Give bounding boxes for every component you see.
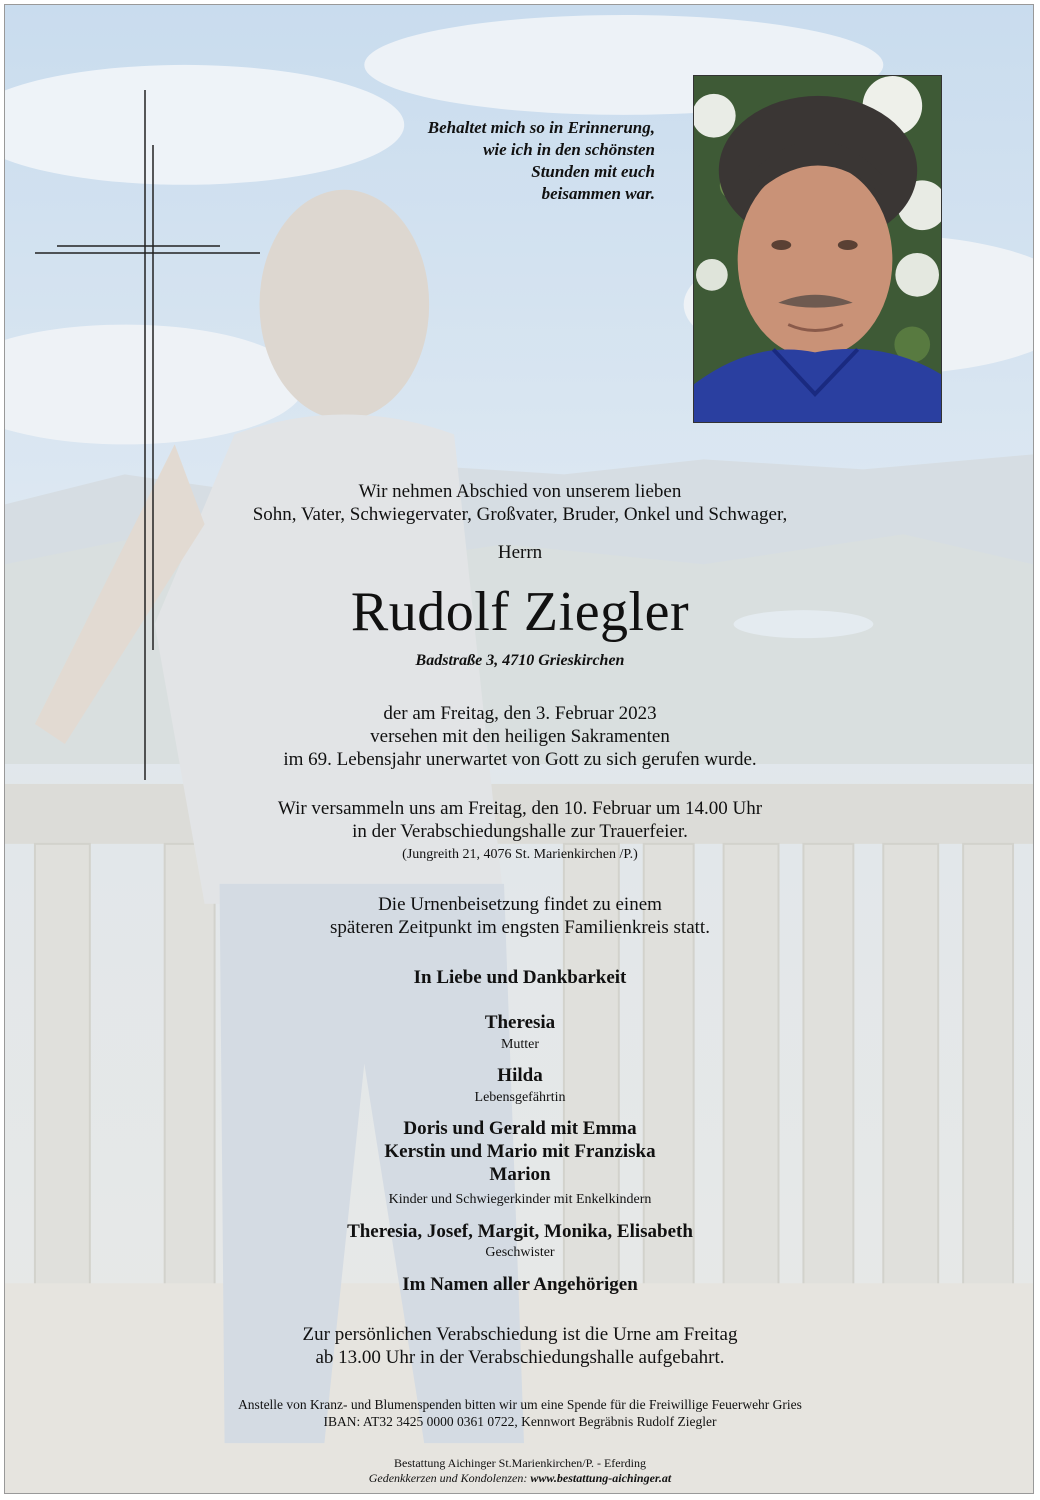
mourner-siblings-role: Geschwister (485, 1245, 555, 1260)
mourner-partner-name: Hilda (497, 1065, 543, 1086)
donation-notice (0, 1396, 1040, 1430)
quote-line: Behaltet mich so in Erinnerung, (427, 118, 655, 137)
mourner-siblings: Theresia, Josef, Margit, Monika, Elisabeth (347, 1221, 693, 1242)
mourner-all: Im Namen aller Angehörigen (402, 1274, 638, 1295)
mourner-mother-role: Mutter (500, 1037, 540, 1052)
salutation: Herrn (497, 542, 543, 563)
ceremony-address: (Jungreith 21, 4076 St. Marienkirchen /P.) (402, 847, 638, 862)
donation-line: Anstelle von Kranz- und Blumenspenden bitten wir um eine Spende für die Freiwillige Feuerwehr Gries (238, 1397, 802, 1412)
deceased-address: Badstraße 3, 4710 Grieskirchen (415, 652, 625, 669)
death-line: versehen mit den heiligen Sakramenten (370, 726, 670, 747)
donation-line: IBAN: AT32 3425 0000 0361 0722, Kennwort Begräbnis Rudolf Ziegler (323, 1414, 717, 1429)
gratitude-heading: In Liebe und Dankbarkeit (413, 967, 627, 988)
viewing-line: Zur persönlichen Verabschiedung ist die Urne am Freitag (302, 1324, 738, 1345)
portrait-photo (693, 75, 942, 423)
intro-text (0, 480, 1040, 526)
ceremony-notice (0, 797, 1040, 843)
ceremony-line: in der Verabschiedungshalle zur Trauerfeier. (352, 821, 688, 842)
death-line: im 69. Lebensjahr unerwartet von Gott zu sich gerufen wurde. (283, 749, 757, 770)
child-line: Doris und Gerald mit Emma (403, 1118, 637, 1139)
memorial-quote (321, 117, 655, 205)
intro-line: Sohn, Vater, Schwiegervater, Großvater, Bruder, Onkel und Schwager, (252, 504, 788, 525)
condolence-line (0, 1471, 1040, 1486)
deceased-name: Rudolf Ziegler (350, 581, 690, 643)
child-line: Kerstin und Mario mit Franziska (384, 1141, 656, 1162)
quote-line: beisammen war. (541, 184, 655, 203)
funeral-home: Bestattung Aichinger St.Marienkirchen/P. - Eferding (394, 1456, 646, 1470)
urn-notice (0, 893, 1040, 939)
condolence-link[interactable]: www.bestattung-aichinger.at (530, 1471, 672, 1485)
condolence-label: Gedenkkerzen und Kondolenzen: (368, 1471, 528, 1485)
viewing-line: ab 13.00 Uhr in der Verabschiedungshalle aufgebahrt. (315, 1347, 725, 1368)
urn-line: späteren Zeitpunkt im engsten Familienkreis statt. (330, 917, 710, 938)
viewing-notice (0, 1323, 1040, 1369)
death-notice (0, 702, 1040, 771)
mourner-children (0, 1117, 1040, 1186)
death-line: der am Freitag, den 3. Februar 2023 (383, 703, 657, 724)
mourner-mother-name: Theresia (484, 1012, 556, 1033)
mourner-children-role: Kinder und Schwiegerkinder mit Enkelkindern (388, 1192, 652, 1207)
urn-line: Die Urnenbeisetzung findet zu einem (378, 894, 662, 915)
quote-line: Stunden mit euch (531, 162, 655, 181)
intro-line: Wir nehmen Abschied von unserem lieben (358, 481, 682, 502)
quote-line: wie ich in den schönsten (483, 140, 655, 159)
cross-icon (35, 90, 265, 780)
child-line: Marion (489, 1164, 551, 1185)
mourner-partner-role: Lebensgefährtin (474, 1090, 566, 1105)
ceremony-line: Wir versammeln uns am Freitag, den 10. Februar um 14.00 Uhr (277, 798, 763, 819)
